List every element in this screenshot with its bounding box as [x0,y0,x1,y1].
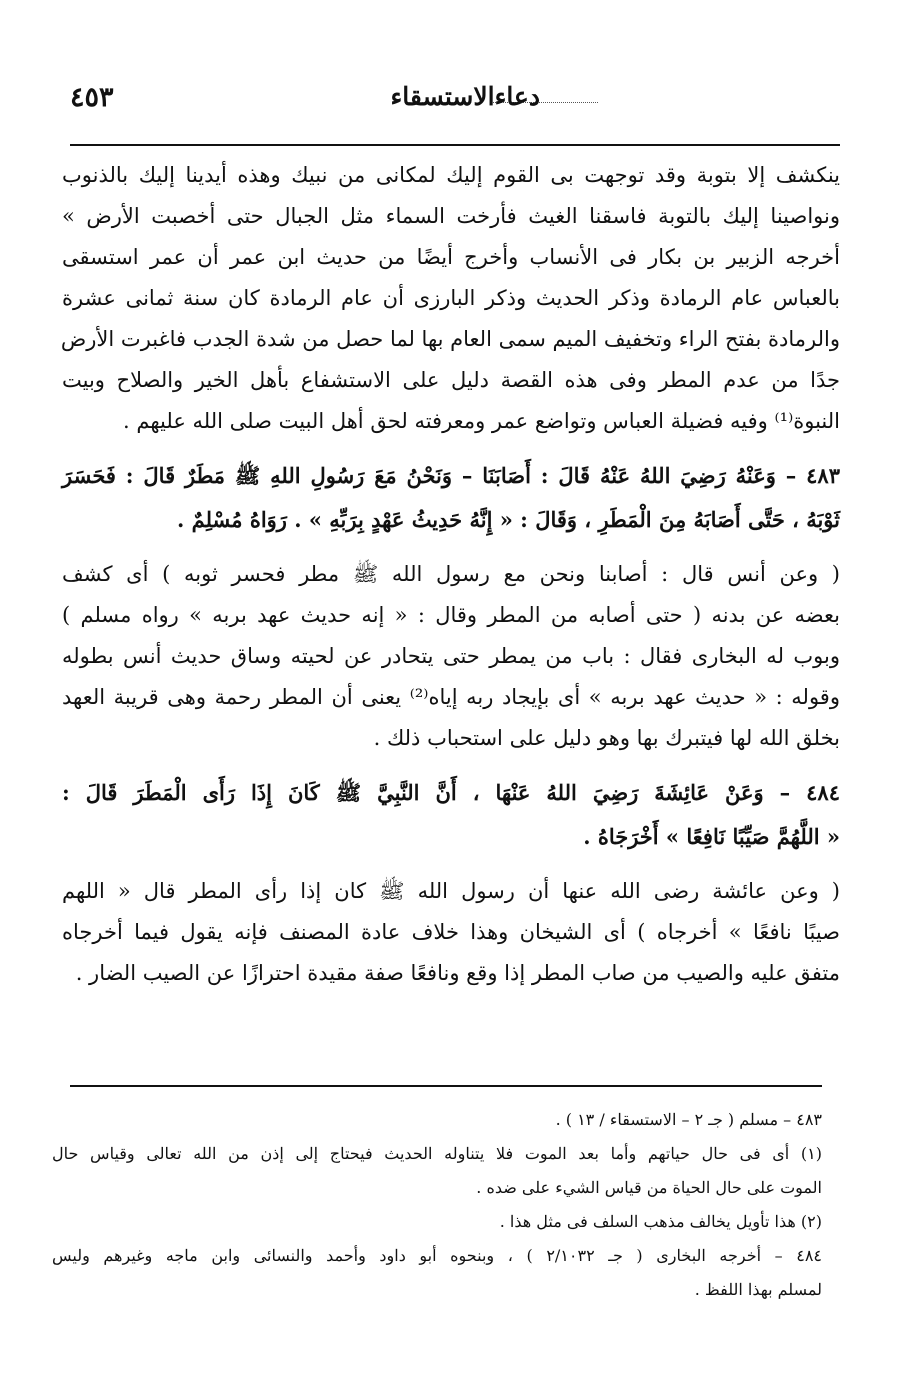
text-line: وقوله : « حديث عهد بربه » أى بإيجاد ربه إياه⁽²⁾ يعنى أن المطر رحمة وهى قريبة العهد [62,685,840,709]
paragraph-commentary-3 [62,871,840,994]
text-line: النبوة⁽¹⁾ وفيه فضيلة العباس وتواضع عمر ومعرفته لحق أهل البيت صلى الله عليهم . [123,409,840,433]
page-number: ٤٥٣ [70,82,114,113]
text-line: متفق عليه والصيب من صاب المطر إذا وقع ونافعًا صفة مقيدة احترازًا عن الصيب الضار . [75,961,840,985]
footnotes [52,1103,822,1307]
hadith-484 [62,771,840,859]
hadith-483 [62,454,840,542]
hadith-line: « اللَّهُمَّ صَيِّبًا نَافِعًا » أَخْرَجَاهُ . [583,824,840,849]
running-title: دعاءالاستسقاء [390,82,540,111]
footnote-line: لمسلم بهذا اللفظ . [694,1280,822,1299]
text-line: بعضه عن بدنه ( حتى أصابه من المطر وقال : « إنه حديث عهد بربه » رواه مسلم ) [62,603,840,627]
paragraph-commentary-1 [62,155,840,442]
text-line: والرمادة بفتح الراء وتخفيف الميم سمى العام بها لما حصل من شدة الجدب فاغبرت الأرض [60,327,840,351]
footnote-line: ٤٨٤ – أخرجه البخارى ( جـ ٢/١٠٣٢ ) ، وبنحوه أبو داود وأحمد والنسائى وابن ماجه وغيرهم وليس [52,1246,823,1265]
header-rule [70,144,840,146]
footnote-line: الموت على حال الحياة من قياس الشيء على ضده . [476,1178,822,1197]
main-text [62,155,840,994]
footnote-rule [70,1085,822,1087]
page-header [70,82,840,122]
text-line: ينكشف إلا بتوبة وقد توجهت بى القوم إليك لمكانى من نبيك وهذه أيدينا إليك بالذنوب [62,163,840,187]
paragraph-commentary-2 [62,554,840,759]
text-line: وبوب له البخارى فقال : باب من يمطر حتى يتحادر عن لحيته وساق حديث أنس بطوله [62,644,840,668]
footnote-line: (١) أى فى حال حياتهم وأما بعد الموت فلا يتناوله الحديث فيحتاج إلى إذن من الله تعالى وقياس حال [52,1144,822,1163]
footnote-line: ٤٨٣ – مسلم ( جـ ٢ – الاستسقاء / ١٣ ) . [555,1110,822,1129]
text-line: بالعباس عام الرمادة وذكر الحديث وذكر البارزى أن عام الرمادة كان سنة ثمانى عشرة [62,286,840,310]
hadith-line: ٤٨٣ – وَعَنْهُ رَضِيَ اللهُ عَنْهُ قَالَ : أَصَابَنَا – وَنَحْنُ مَعَ رَسُولِ اللهِ ﷺ مَطَرٌ قَالَ : فَحَسَرَ [62,463,840,488]
hadith-line: ٤٨٤ – وَعَنْ عَائِشَةَ رَضِيَ اللهُ عَنْهَا ، أَنَّ النَّبِيَّ ﷺ كَانَ إِذَا رَأَى الْمَطَرَ قَالَ : [62,780,840,805]
text-line: ( وعن عائشة رضى الله عنها أن رسول الله ﷺ كان إذا رأى المطر قال « اللهم [62,879,840,903]
text-line: ونواصينا إليك بالتوبة فاسقنا الغيث فأرخت السماء مثل الجبال حتى أخصبت الأرض » [62,204,840,228]
text-line: بخلق الله لها فيتبرك بها وهو دليل على استحباب ذلك . [373,726,840,750]
footnote-line: (٢) هذا تأويل يخالف مذهب السلف فى مثل هذا . [499,1212,822,1231]
text-line: صيبًا نافعًا » أخرجاه ) أى الشيخان وهذا خلاف عادة المصنف فإنه يقول فيما أخرجاه [62,920,840,944]
text-line: أخرجه الزبير بن بكار فى الأنساب وأخرج أيضًا من حديث ابن عمر أن عمر استسقى [62,245,840,269]
hadith-line: ثَوْبَهُ ، حَتَّى أَصَابَهُ مِنَ الْمَطَرِ ، وَقَالَ : « إِنَّهُ حَدِيثُ عَهْدٍ بِرَبِّهِ » . رَوَاهُ مُسْلِمٌ . [176,507,840,532]
text-line: ( وعن أنس قال : أصابنا ونحن مع رسول الله ﷺ مطر فحسر ثوبه ) أى كشف [62,562,840,586]
text-line: جدًا من عدم المطر وفى هذه القصة دليل على الاستشفاع بأهل الخير والصلاح وبيت [62,368,840,392]
